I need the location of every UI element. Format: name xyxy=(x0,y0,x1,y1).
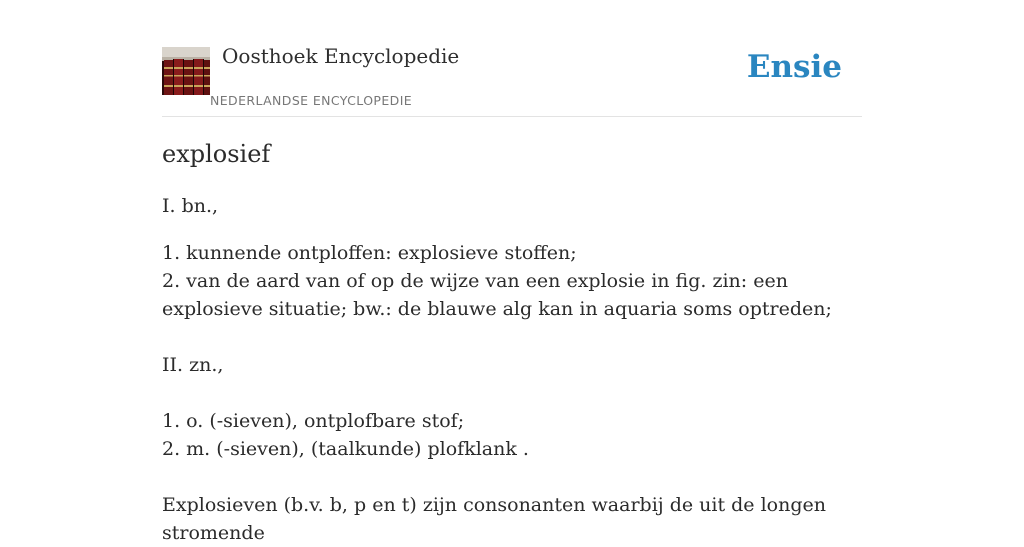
definition-item: 2. van de aard van of op de wijze van een explosie in fig. zin: een explosieve situatie; bw.: de blauwe alg kan in aquaria soms optreden; xyxy=(162,270,832,320)
ensie-logo-link[interactable]: Ensie xyxy=(746,49,842,85)
definition-item: 2. m. (-sieven), (taalkunde) plofklank . xyxy=(162,438,529,460)
word-type-noun: II. zn., xyxy=(162,354,224,376)
entry-content xyxy=(162,130,862,547)
spacer xyxy=(162,379,862,407)
site-subtitle: NEDERLANDSE ENCYCLOPEDIE xyxy=(210,93,413,108)
site-title-link[interactable]: Oosthoek Encyclopedie xyxy=(222,44,460,68)
spacer xyxy=(162,463,862,491)
definition-item: 1. kunnende ontploffen: explosieve stoffen; xyxy=(162,242,577,264)
word-type-adjective: I. bn., xyxy=(162,195,219,217)
entry-title: explosief xyxy=(162,140,271,168)
books-icon xyxy=(162,47,210,95)
explanation-paragraph: Explosieven (b.v. b, p en t) zijn consonanten waarbij de uit de longen stromende xyxy=(162,494,826,544)
site-header xyxy=(162,0,862,117)
definition-item: 1. o. (-sieven), ontplofbare stof; xyxy=(162,410,465,432)
noun-definitions xyxy=(162,407,862,463)
spacer xyxy=(162,323,862,351)
adjective-definitions xyxy=(162,239,862,323)
encyclopedia-books-avatar[interactable] xyxy=(162,47,210,95)
